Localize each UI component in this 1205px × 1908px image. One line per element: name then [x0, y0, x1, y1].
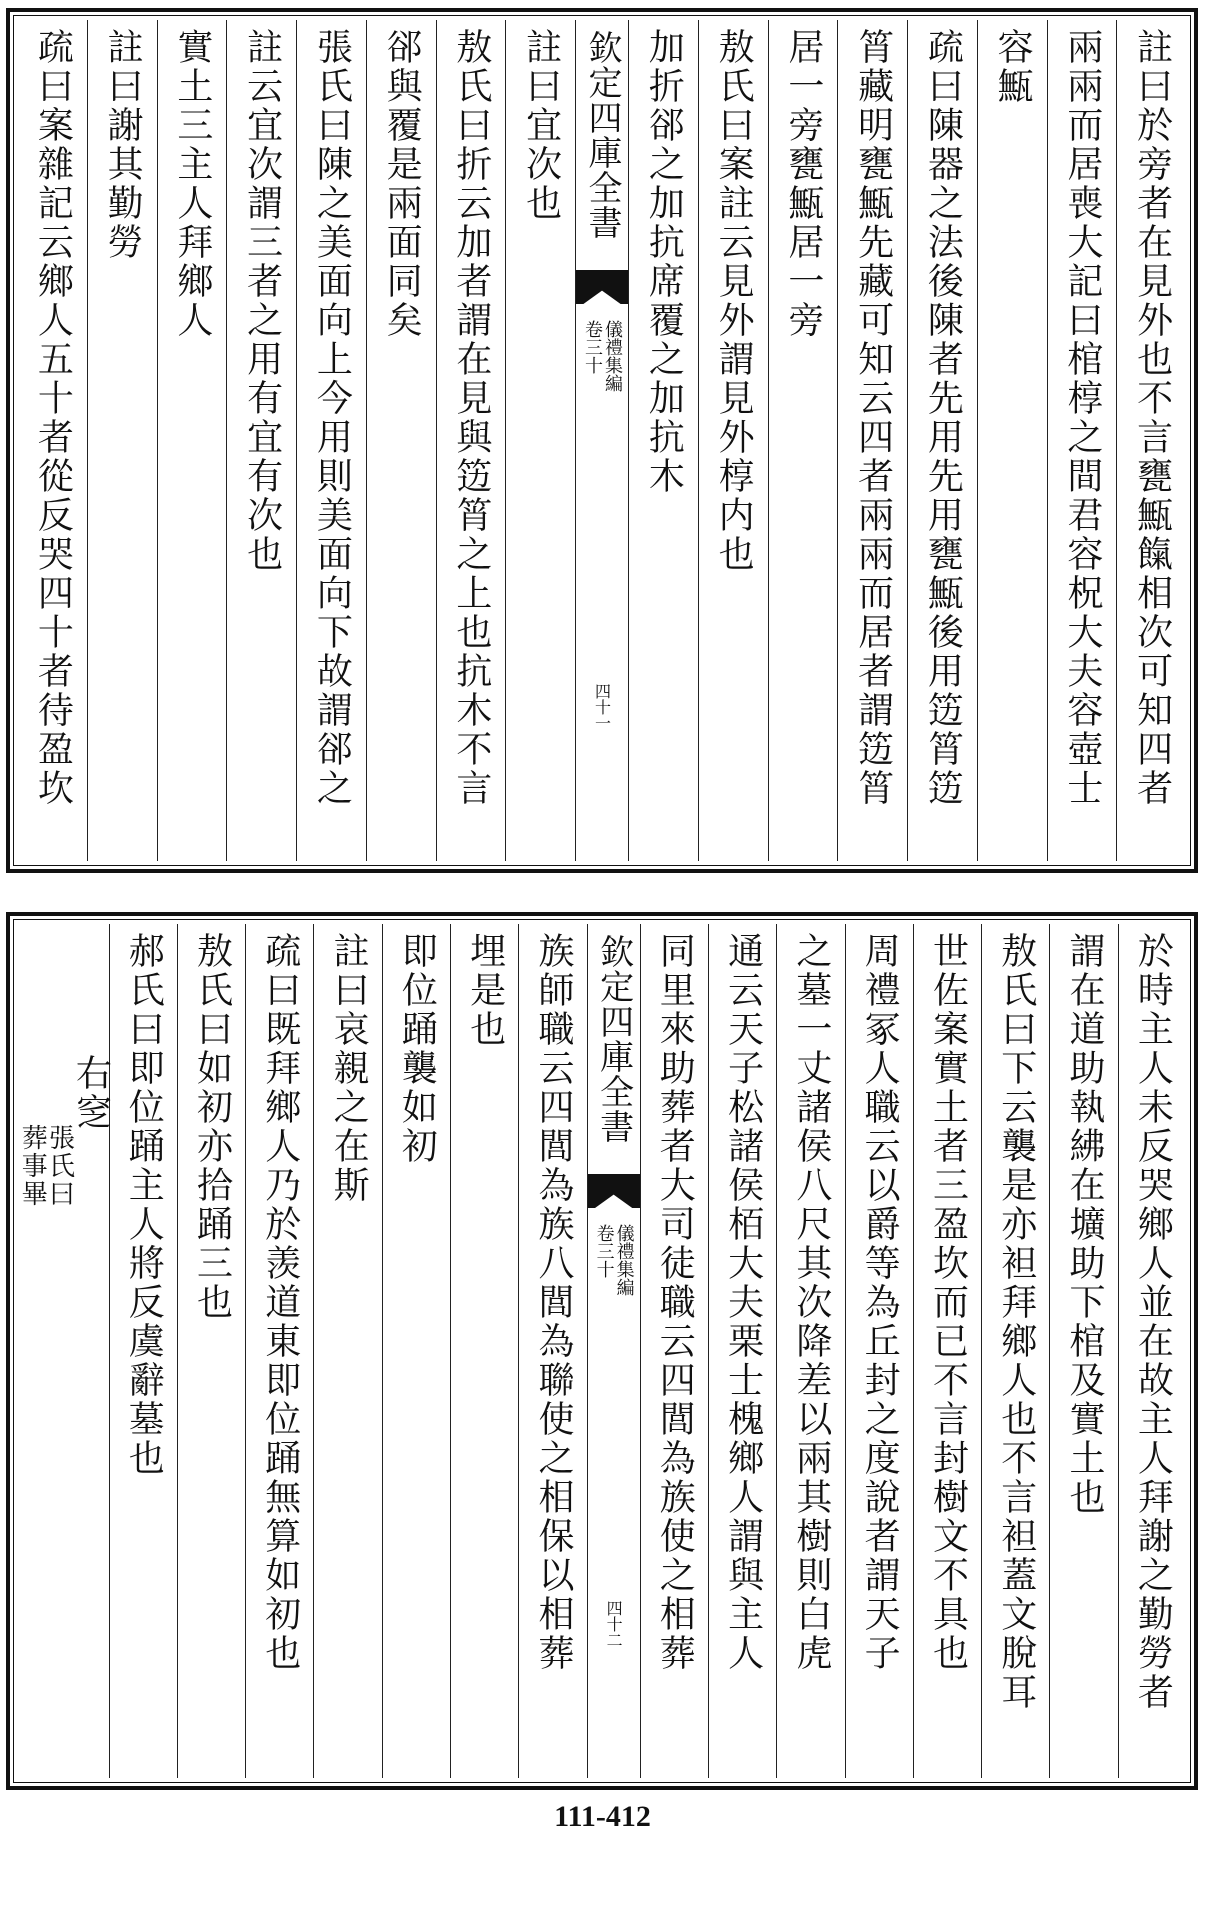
- column-text: 敖氏曰折云加者謂在見與笾筲之上也抗木不言: [450, 28, 492, 808]
- annotation-note: 張氏曰: [44, 1124, 75, 1208]
- bottom-page-columns: [18, 924, 1186, 1778]
- text-column: [450, 924, 518, 1778]
- column-text: 之墓一丈諸侯八尺其次降差以兩其樹則白虎: [790, 932, 832, 1673]
- column-text: 埋是也: [464, 932, 506, 1049]
- text-column: [1047, 20, 1117, 861]
- text-column: [366, 20, 436, 861]
- text-column: [109, 924, 177, 1778]
- column-text: 敖氏曰如初亦拾踊三也: [191, 932, 233, 1322]
- section-end-group: [17, 924, 112, 1778]
- column-text: 周禮冢人職云以爵等為丘封之度說者謂天子: [859, 932, 901, 1673]
- spine-title: 欽定四庫全書: [582, 30, 622, 240]
- text-column: [913, 924, 981, 1778]
- text-column: [1118, 924, 1186, 1778]
- column-text: 容甒: [992, 28, 1034, 106]
- spine-meta: [583, 320, 621, 392]
- text-column: [157, 20, 227, 861]
- column-text: 疏曰案雜記云鄉人五十者從反哭四十者待盈坎: [32, 28, 74, 808]
- column-text: 居一旁甕甒居一旁: [782, 28, 824, 340]
- text-column: [977, 20, 1047, 861]
- text-column: [776, 924, 844, 1778]
- text-column: [18, 20, 87, 861]
- spine-meta: [595, 1224, 633, 1296]
- center-spine: [587, 924, 640, 1778]
- text-column: [708, 924, 776, 1778]
- footer-page-number: 111-412: [554, 1800, 651, 1833]
- text-column: [505, 20, 575, 861]
- top-page-columns: [18, 20, 1186, 861]
- column-text: 敖氏曰案註云見外謂見外椁内也: [713, 28, 755, 574]
- column-text: 張氏曰陳之美面向上今用則美面向下故謂郤之: [311, 28, 353, 808]
- column-text: 疏曰既拜鄉人乃於羡道東即位踊無算如初也: [259, 932, 301, 1673]
- text-column: [1116, 20, 1186, 861]
- fishtail-mark: [576, 270, 628, 304]
- text-column: [768, 20, 838, 861]
- bottom-page: [6, 912, 1198, 1790]
- column-text: 註云宜次謂三者之用有宜有次也: [241, 28, 283, 574]
- column-text: 世佐案實土者三盈坎而已不言封樹文不具也: [927, 932, 969, 1673]
- top-page: [6, 8, 1198, 873]
- text-column: [382, 924, 450, 1778]
- text-column: [837, 20, 907, 861]
- spine-page-number: 四十二: [604, 1600, 624, 1648]
- column-text: 郤與覆是兩面同矣: [381, 28, 423, 340]
- column-text: 註曰宜次也: [520, 28, 562, 223]
- spine-book-title: 儀禮集編: [613, 1224, 635, 1296]
- text-column: [628, 20, 698, 861]
- column-text: 即位踊襲如初: [396, 932, 438, 1166]
- column-text: 敖氏曰下云襲是亦袒拜鄉人也不言袒蓋文脫耳: [995, 932, 1037, 1712]
- column-text: 兩兩而居喪大記曰棺椁之間君容柷大夫容壺士: [1061, 28, 1103, 808]
- text-column: [436, 20, 506, 861]
- column-text: 於時主人未反哭鄉人並在故主人拜謝之勤勞者: [1132, 932, 1174, 1712]
- section-end-label: 右窆: [70, 1054, 112, 1132]
- text-column: [981, 924, 1049, 1778]
- spine-volume: 卷三十: [593, 1224, 615, 1278]
- column-text: 通云天子松諸侯栢大夫栗士槐鄉人謂與主人: [722, 932, 764, 1673]
- column-text: 註曰哀親之在斯: [328, 932, 370, 1205]
- text-column: [518, 924, 586, 1778]
- text-column: [1049, 924, 1117, 1778]
- spine-book-title: 儀禮集編: [602, 320, 623, 392]
- spine-title: 欽定四庫全書: [593, 934, 634, 1144]
- text-column: [245, 924, 313, 1778]
- text-column: [845, 924, 913, 1778]
- column-text: 註曰於旁者在見外也不言甕甒餼相次可知四者: [1131, 28, 1173, 808]
- text-column: [640, 924, 708, 1778]
- column-text: 加折郤之加抗席覆之加抗木: [643, 28, 685, 496]
- text-column: [226, 20, 296, 861]
- spine-volume: 卷三十: [582, 320, 603, 374]
- column-text: 註曰謝其勤勞: [102, 28, 144, 262]
- text-column: [87, 20, 157, 861]
- text-column: [296, 20, 366, 861]
- column-text: 族師職云四閭為族八閭為聯使之相保以相葬: [532, 932, 574, 1673]
- text-column: [698, 20, 768, 861]
- text-column: [177, 924, 245, 1778]
- column-text: 筲藏明甕甒先藏可知云四者兩兩而居者謂笾筲: [852, 28, 894, 808]
- column-text: 謂在道助執紼在壙助下棺及實土也: [1064, 932, 1106, 1517]
- text-column-section-end: [17, 924, 112, 1778]
- text-column: [907, 20, 977, 861]
- annotation-note: 葬事畢: [17, 1124, 48, 1208]
- column-text: 同里來助葬者大司徒職云四閭為族使之相葬: [654, 932, 696, 1673]
- spine-page-number: 四十一: [592, 683, 612, 731]
- column-text: 實土三主人拜鄉人: [171, 28, 213, 340]
- fishtail-mark: [588, 1174, 640, 1208]
- text-column: [313, 924, 381, 1778]
- center-spine: [575, 20, 628, 861]
- column-text: 郝氏曰即位踊主人將反虞辭墓也: [123, 932, 165, 1478]
- column-text: 疏曰陳器之法後陳者先用先用甕甒後用笾筲笾: [922, 28, 964, 808]
